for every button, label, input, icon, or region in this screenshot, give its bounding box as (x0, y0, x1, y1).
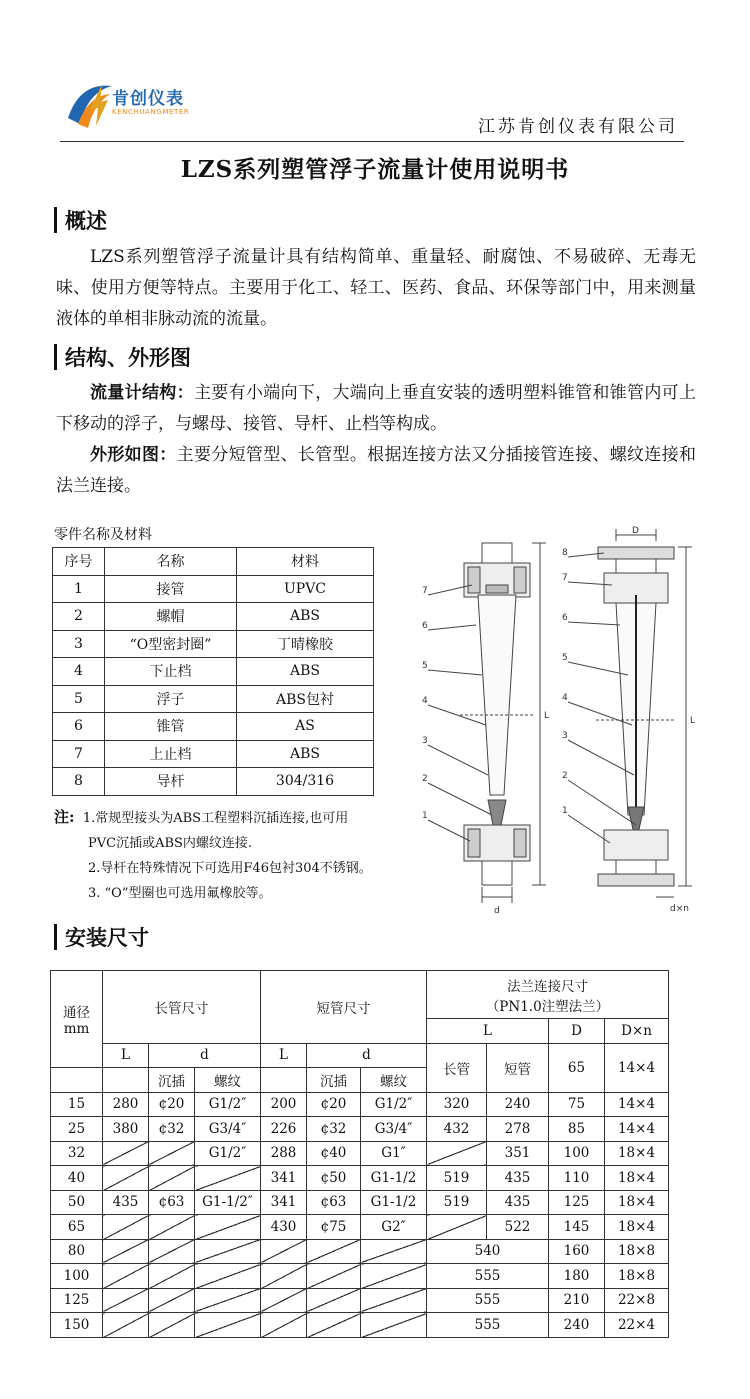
table-row (51, 1264, 669, 1289)
cell: 435 (103, 1190, 149, 1215)
cell (195, 1215, 261, 1240)
header-cell: 序号 (53, 548, 105, 576)
cell: 85 (549, 1117, 605, 1142)
cell (149, 1166, 195, 1191)
note-line (54, 805, 394, 831)
cell: 280 (103, 1092, 149, 1117)
cell: 32 (51, 1141, 103, 1166)
cell: 435 (487, 1166, 549, 1191)
cell (361, 1239, 427, 1264)
cell: G3/4″ (195, 1117, 261, 1142)
header-cell: d (307, 1043, 427, 1068)
logo-text: 肯创仪表 (112, 89, 184, 109)
cell: 15 (51, 1092, 103, 1117)
cell (149, 1215, 195, 1240)
part-number-label: 6 (562, 613, 568, 623)
table-row (51, 1092, 669, 1117)
cell: ABS (237, 603, 374, 631)
cell: G2″ (361, 1215, 427, 1240)
cell: 18×4 (605, 1215, 669, 1240)
table-row (51, 1313, 669, 1338)
cell: 555 (427, 1313, 549, 1338)
cell (361, 1288, 427, 1313)
logo-subtext: KENCHUANGMETER (112, 108, 190, 116)
part-number-label: 3 (562, 731, 568, 741)
structure-paragraph-2 (56, 440, 696, 502)
notes (54, 805, 394, 906)
table-row (53, 658, 374, 686)
cell: 锥管 (105, 713, 237, 741)
cell: 50 (51, 1190, 103, 1215)
note-line: PVC沉插或ABS内螺纹连接. (88, 836, 253, 851)
cell: 145 (549, 1215, 605, 1240)
part-number-label: 7 (422, 586, 428, 596)
cell (261, 1313, 307, 1338)
cell: 5 (53, 685, 105, 713)
cell: AS (237, 713, 374, 741)
cell: 7 (53, 740, 105, 768)
cell: 浮子 (105, 685, 237, 713)
cell (103, 1264, 149, 1289)
dimension-label-d: d (494, 906, 500, 916)
install-dimensions-table (50, 970, 669, 1338)
cell: 18×4 (605, 1166, 669, 1191)
cell: G1-1/2 (361, 1166, 427, 1191)
header-short: 短管尺寸 (261, 971, 427, 1044)
cell: 18×8 (605, 1239, 669, 1264)
header-cell: 螺纹 (195, 1068, 261, 1093)
cell: 125 (51, 1288, 103, 1313)
table-row (51, 1190, 669, 1215)
cell: 226 (261, 1117, 307, 1142)
table-row (51, 1288, 669, 1313)
cell: 240 (487, 1092, 549, 1117)
cell (195, 1166, 261, 1191)
header-cell: d (149, 1043, 261, 1068)
part-number-label: 4 (422, 696, 428, 706)
cell (361, 1313, 427, 1338)
cell: “O型密封圈” (105, 630, 237, 658)
cell: 3 (53, 630, 105, 658)
header-cell: L (261, 1043, 307, 1068)
header-cell (261, 1068, 307, 1093)
notes-label: 注: (54, 808, 75, 826)
cell: 304/316 (237, 768, 374, 796)
cell: 100 (51, 1264, 103, 1289)
dimension-label-dxn: d×n (670, 904, 689, 914)
cell: 18×4 (605, 1141, 669, 1166)
cell: 14×4 (605, 1117, 669, 1142)
company-name: 江苏肯创仪表有限公司 (478, 117, 678, 137)
cell: G1/2″ (195, 1092, 261, 1117)
cell: 430 (261, 1215, 307, 1240)
part-number-label: 7 (562, 573, 568, 583)
cell: 240 (549, 1313, 605, 1338)
cell: 1 (53, 575, 105, 603)
overview-text: LZS系列塑管浮子流量计具有结构简单、重量轻、耐腐蚀、不易破碎、无毒无味、使用方便等特点。主要用于化工、轻工、医药、食品、环保等部门中，用来测量液体的单相非脉动流的流量。 (56, 247, 696, 329)
cell: ¢75 (307, 1215, 361, 1240)
short-type-drawing (428, 543, 546, 903)
cell: 2 (53, 603, 105, 631)
header-cell: 沉插 (307, 1068, 361, 1093)
heading-text: 安装尺寸 (65, 925, 149, 950)
cell: ¢40 (307, 1141, 361, 1166)
table-row (53, 575, 374, 603)
cell (103, 1313, 149, 1338)
cell: 210 (549, 1288, 605, 1313)
cell (261, 1288, 307, 1313)
parts-caption: 零件名称及材料 (54, 527, 152, 543)
cell (149, 1264, 195, 1289)
cell (427, 1215, 487, 1240)
header-cell: D×n (605, 1019, 669, 1044)
cell: ¢32 (149, 1117, 195, 1142)
part-number-label: 1 (422, 811, 428, 821)
heading-bar (54, 924, 57, 950)
header-cell: 长管 (427, 1043, 487, 1092)
cell: 278 (487, 1117, 549, 1142)
cell (103, 1288, 149, 1313)
cell: 180 (549, 1264, 605, 1289)
cell: 导杆 (105, 768, 237, 796)
cell (261, 1239, 307, 1264)
cell: 螺帽 (105, 603, 237, 631)
cell (307, 1313, 361, 1338)
table-row (53, 685, 374, 713)
part-number-label: 8 (562, 548, 568, 558)
cell: 341 (261, 1190, 307, 1215)
table-row (53, 740, 374, 768)
note-line: 3. “O”型圈也可选用氟橡胶等。 (88, 886, 272, 901)
cell: 上止档 (105, 740, 237, 768)
parts-header-row (53, 548, 374, 576)
section-heading-install (54, 922, 149, 952)
cell: 18×8 (605, 1264, 669, 1289)
cell: 288 (261, 1141, 307, 1166)
header-cell: 螺纹 (361, 1068, 427, 1093)
cell: ¢32 (307, 1117, 361, 1142)
flowmeter-drawing (420, 525, 705, 920)
part-number-label: 5 (562, 653, 568, 663)
note-text: 1.常规型接头为ABS工程塑料沉插连接,也可用 (82, 811, 349, 826)
cell: 14×4 (605, 1092, 669, 1117)
cell: ¢63 (149, 1190, 195, 1215)
cell (149, 1288, 195, 1313)
header-cell: L (103, 1043, 149, 1068)
cell: 320 (427, 1092, 487, 1117)
cell: ¢20 (307, 1092, 361, 1117)
header-cell: 14×4 (605, 1043, 669, 1092)
dimension-label-L: L (690, 716, 696, 726)
cell: 下止档 (105, 658, 237, 686)
cell (427, 1141, 487, 1166)
table-row (51, 1117, 669, 1142)
part-number-label: 6 (422, 621, 428, 631)
cell: 75 (549, 1092, 605, 1117)
heading-text: 概述 (65, 208, 107, 233)
dimension-rows (51, 1092, 669, 1337)
header-cell: 名称 (105, 548, 237, 576)
cell: 540 (427, 1239, 549, 1264)
section-heading-structure (54, 342, 191, 372)
document-title: LZS系列塑管浮子流量计使用说明书 (180, 156, 570, 183)
part-number-label: 2 (562, 771, 568, 781)
parts-table (52, 547, 374, 796)
table-row (51, 1166, 669, 1191)
cell: 200 (261, 1092, 307, 1117)
cell: 80 (51, 1239, 103, 1264)
cell: 65 (51, 1215, 103, 1240)
header-text: （PN1.0注塑法兰） (485, 998, 610, 1015)
cell: 341 (261, 1166, 307, 1191)
cell (195, 1239, 261, 1264)
heading-bar (54, 344, 57, 370)
cell: ¢20 (149, 1092, 195, 1117)
part-number-label: 4 (562, 693, 568, 703)
cell: 22×8 (605, 1288, 669, 1313)
header-cell: D (549, 1019, 605, 1044)
structure-paragraph-1 (56, 378, 696, 440)
cell (261, 1264, 307, 1289)
cell (307, 1239, 361, 1264)
cell: 接管 (105, 575, 237, 603)
cell: ABS (237, 658, 374, 686)
cell (149, 1141, 195, 1166)
table-row (53, 630, 374, 658)
header-cell: 沉插 (149, 1068, 195, 1093)
cell (361, 1264, 427, 1289)
cell: 110 (549, 1166, 605, 1191)
header-diameter (51, 971, 103, 1068)
structure-label: 流量计结构： (90, 383, 194, 403)
cell: 22×4 (605, 1313, 669, 1338)
header-cell (51, 1068, 103, 1093)
cell: ¢50 (307, 1166, 361, 1191)
header-text: mm (63, 1021, 90, 1037)
dimension-label-D: D (632, 526, 639, 536)
structure-text: 主要有小端向下，大端向上垂直安装的透明塑料锥管和锥管内可上下移动的浮子，与螺母、接管、导杆、止档等构成。 (56, 383, 697, 434)
cell: 4 (53, 658, 105, 686)
header-divider (60, 141, 684, 142)
cell: 40 (51, 1166, 103, 1191)
table-row (51, 1141, 669, 1166)
cell: G1-1/2″ (195, 1190, 261, 1215)
header-text: 通径 (63, 1005, 90, 1021)
cell (307, 1264, 361, 1289)
header-cell: 短管 (487, 1043, 549, 1092)
long-type-drawing (568, 529, 692, 897)
table-row (53, 768, 374, 796)
cell (103, 1141, 149, 1166)
cell: 432 (427, 1117, 487, 1142)
part-number-label: 2 (422, 774, 428, 784)
overview-paragraph (56, 242, 696, 335)
cell (195, 1264, 261, 1289)
cell (195, 1288, 261, 1313)
cell: G1/2″ (195, 1141, 261, 1166)
header-cell: L (427, 1019, 549, 1044)
dimension-label-L: L (544, 711, 550, 721)
cell: G1-1/2 (361, 1190, 427, 1215)
cell (149, 1313, 195, 1338)
cell: G1/2″ (361, 1092, 427, 1117)
header-long: 长管尺寸 (103, 971, 261, 1044)
cell: 519 (427, 1190, 487, 1215)
cell: 6 (53, 713, 105, 741)
cell: UPVC (237, 575, 374, 603)
cell: 380 (103, 1117, 149, 1142)
cell: 519 (427, 1166, 487, 1191)
heading-text: 结构、外形图 (65, 345, 191, 370)
table-row (53, 603, 374, 631)
cell (195, 1313, 261, 1338)
cell (103, 1215, 149, 1240)
cell: 18×4 (605, 1190, 669, 1215)
section-heading-overview (54, 205, 107, 235)
cell: 150 (51, 1313, 103, 1338)
cell: 351 (487, 1141, 549, 1166)
cell: 522 (487, 1215, 549, 1240)
cell: 丁晴橡胶 (237, 630, 374, 658)
table-row (51, 1239, 669, 1264)
cell: ABS (237, 740, 374, 768)
shape-text: 主要分短管型、长管型。根据连接方法又分插接管连接、螺纹连接和法兰连接。 (56, 445, 697, 496)
part-number-label: 3 (422, 736, 428, 746)
cell: 555 (427, 1264, 549, 1289)
table-header-row (51, 1043, 669, 1068)
cell: ¢63 (307, 1190, 361, 1215)
table-row (51, 1215, 669, 1240)
cell: G1″ (361, 1141, 427, 1166)
cell (103, 1239, 149, 1264)
table-header-row (51, 971, 669, 1019)
cell: ABS包衬 (237, 685, 374, 713)
heading-bar (54, 207, 57, 233)
header-text: 法兰连接尺寸 (507, 978, 588, 995)
cell: 125 (549, 1190, 605, 1215)
cell: 100 (549, 1141, 605, 1166)
cell (103, 1166, 149, 1191)
cell: 25 (51, 1117, 103, 1142)
header-cell: 材料 (237, 548, 374, 576)
cell: G3/4″ (361, 1117, 427, 1142)
cell: 8 (53, 768, 105, 796)
part-number-label: 5 (422, 661, 428, 671)
header-cell (103, 1068, 149, 1093)
note-line: 2.导杆在特殊情况下可选用F46包衬304不锈钢。 (88, 861, 372, 876)
table-row (53, 713, 374, 741)
header-flange (427, 971, 669, 1019)
cell (149, 1239, 195, 1264)
cell: 555 (427, 1288, 549, 1313)
header-cell: 65 (549, 1043, 605, 1092)
cell: 160 (549, 1239, 605, 1264)
part-number-label: 1 (562, 806, 568, 816)
shape-label: 外形如图： (90, 445, 177, 465)
cell (307, 1288, 361, 1313)
structure-paragraphs (56, 378, 696, 502)
cell: 435 (487, 1190, 549, 1215)
